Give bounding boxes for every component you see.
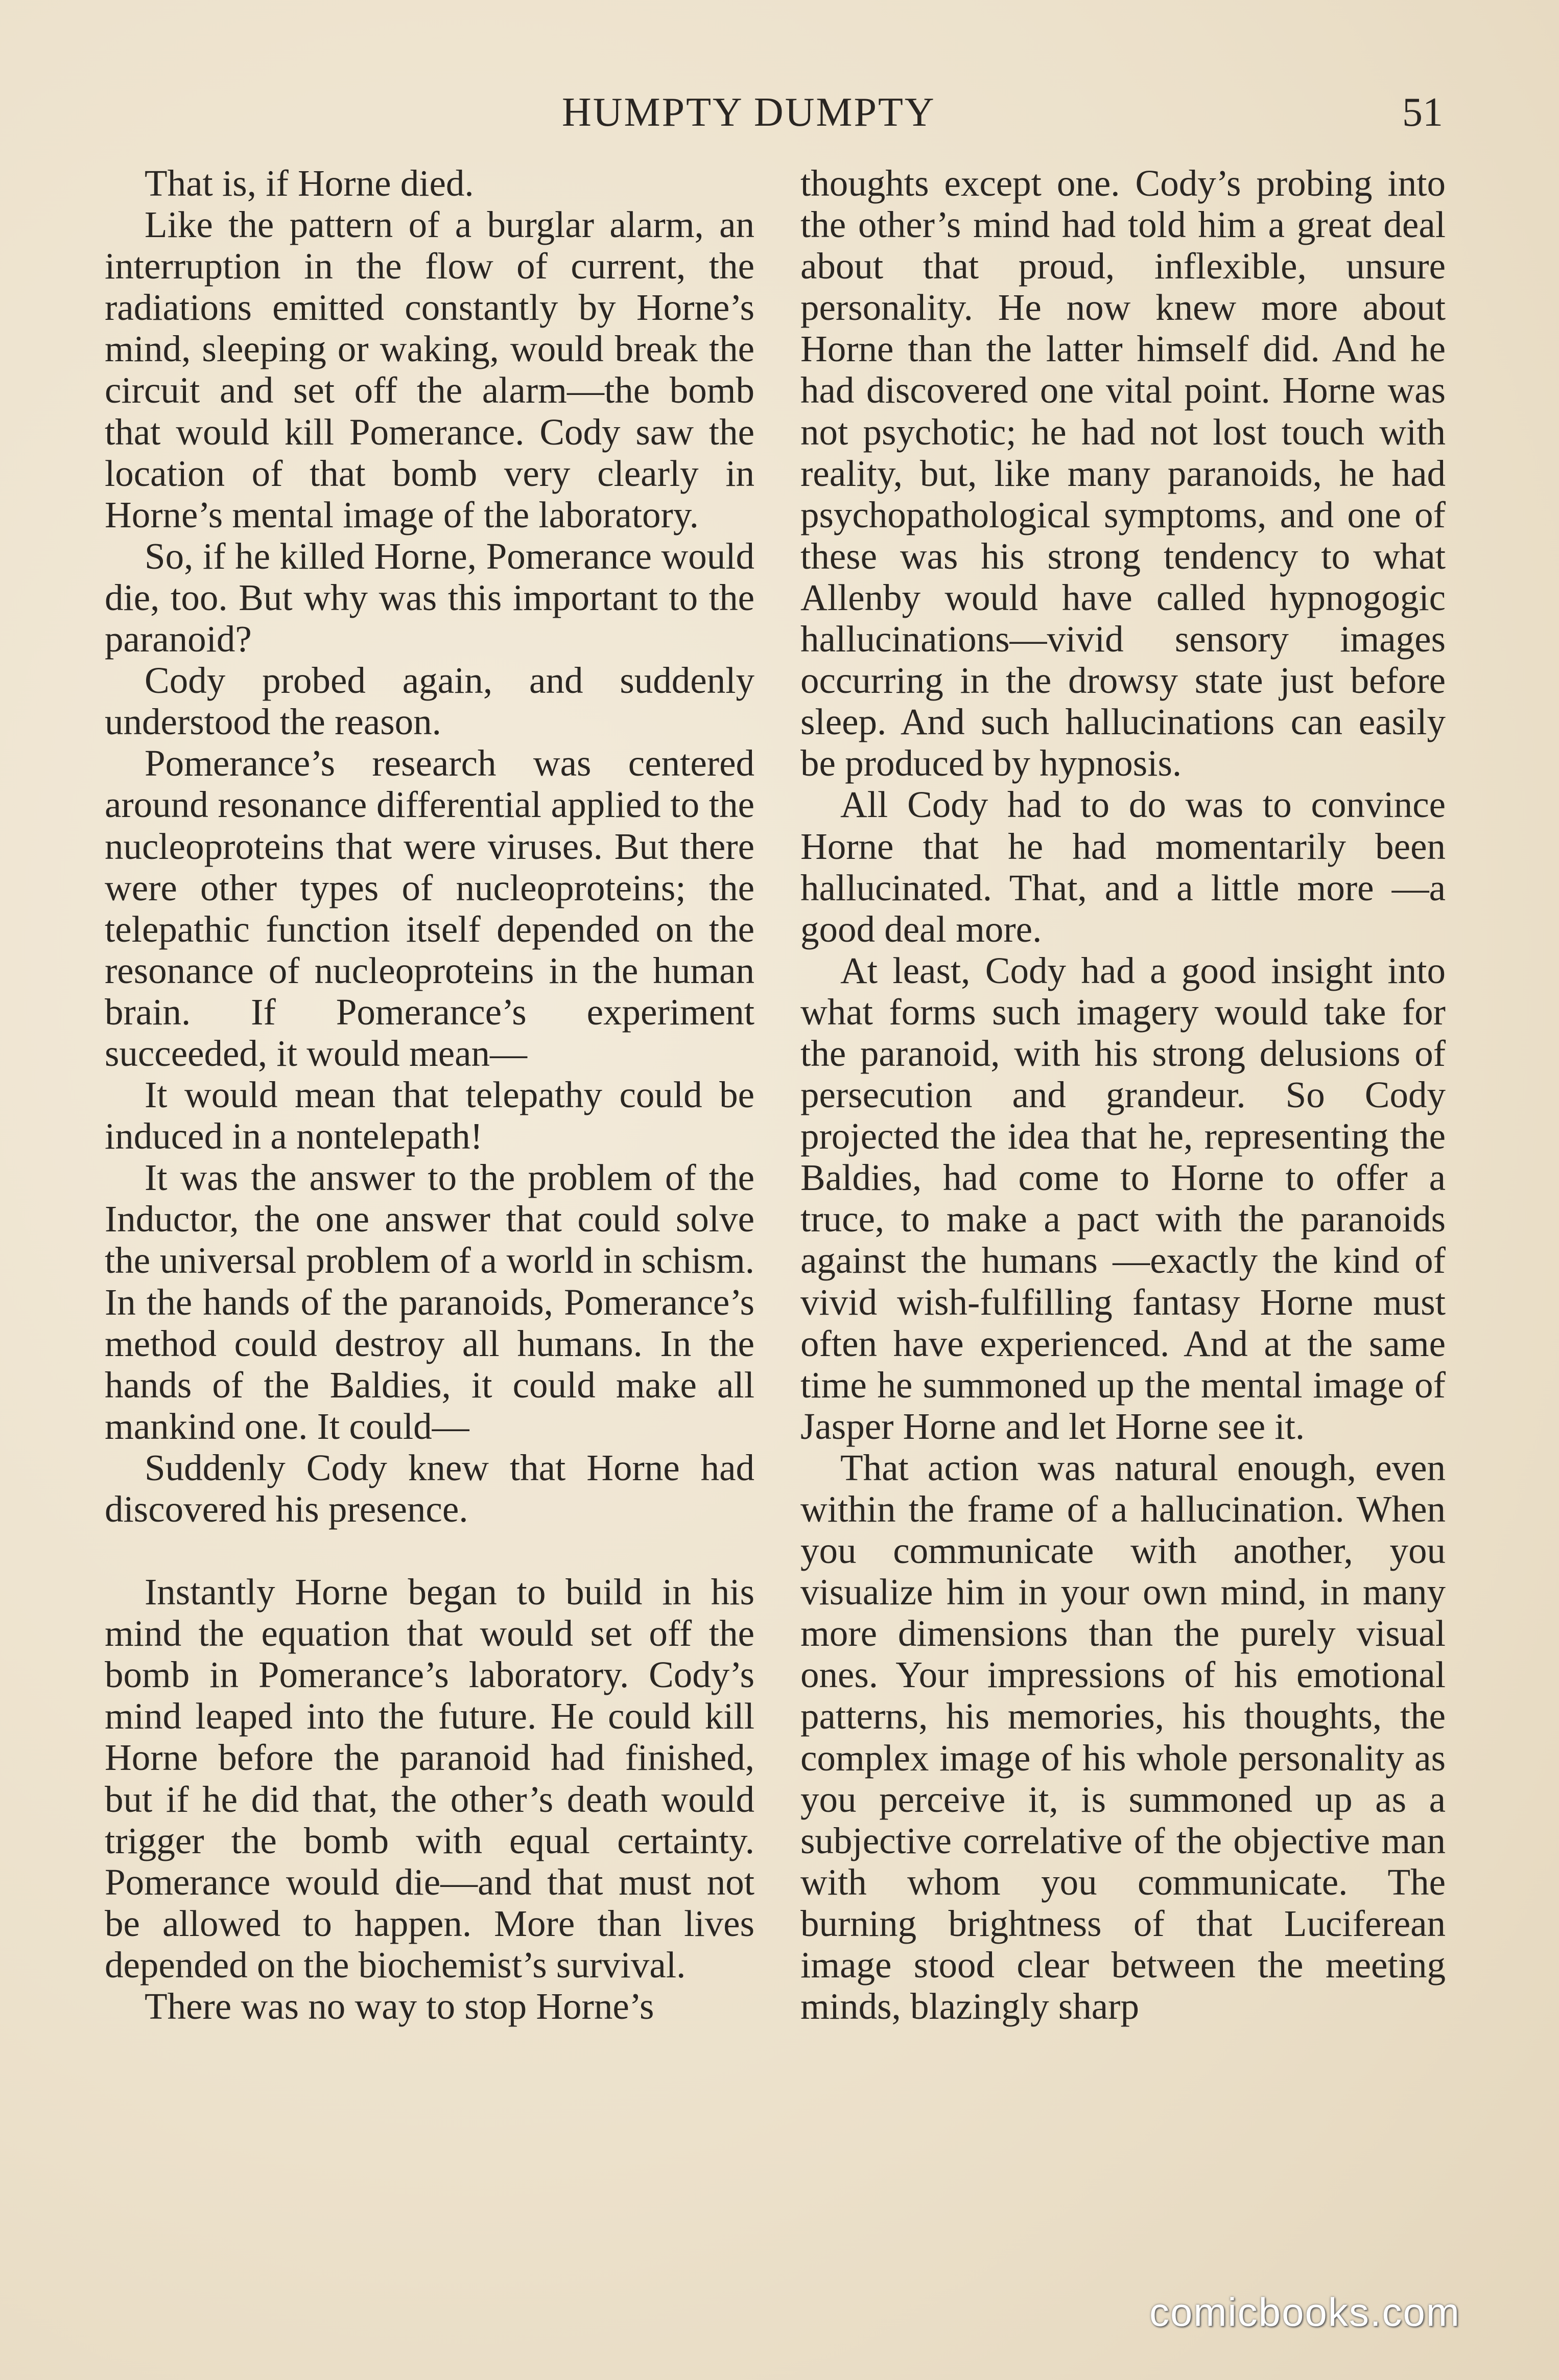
paragraph: It would mean that telepathy could be induced in a nontelepath! bbox=[105, 1074, 754, 1157]
paragraph: At least, Cody had a good insight into what forms such imagery would take for the paranoid, with his strong delusions of persecution and grandeur. So Cody projected the idea that he, representing the Baldies, had come to Horne to offer a truce, to make a pact with the paranoids against the humans —exactly the kind of vivid wish-fulfilling fantasy Horne must often have experienced. And at the same time he summoned up the mental image of Jasper Horne and let Horne see it. bbox=[800, 949, 1446, 1447]
page-header bbox=[0, 89, 1559, 146]
paragraph: It was the answer to the problem of the Inductor, the one answer that could solve the universal problem of a world in schism. In the hands of the paranoids, Pomerance’s method could destroy all humans. In the hands of the Baldies, it could make all mankind one. It could— bbox=[105, 1157, 754, 1447]
page-number: 51 bbox=[1402, 90, 1443, 135]
right-column bbox=[800, 162, 1446, 2027]
paragraph: That action was natural enough, even within the frame of a hallucination. When you communicate with another, you visualize him in your own mind, in many more dimensions than the purely visual ones. Your impressions of his emotional patterns, his memories, his thoughts, the complex image of his whole personality as you perceive it, is summoned up as a subjective correlative of the objective man with whom you communicate. The burning brightness of that Luciferean image stood clear between the meeting minds, blazingly sharp bbox=[800, 1446, 1446, 2027]
paragraph: That is, if Horne died. bbox=[145, 162, 474, 204]
paragraph: There was no way to stop Horne’s bbox=[145, 1986, 654, 2027]
watermark: comicbooks.com bbox=[1149, 2290, 1460, 2335]
left-column bbox=[105, 162, 754, 2027]
running-title: HUMPTY DUMPTY bbox=[562, 90, 936, 135]
paragraph: Like the pattern of a burglar alarm, an interruption in the flow of current, the radiations emitted constantly by Horne’s mind, sleeping or waking, would break the circuit and set off the alarm—the bomb that would kill Pomerance. Cody saw the location of that bomb very clearly in Horne’s mental image of the laboratory. bbox=[105, 204, 754, 535]
paragraph: So, if he killed Horne, Pomerance would die, too. But why was this important to the paranoid? bbox=[105, 535, 754, 660]
paragraph: Pomerance’s research was centered around resonance differential applied to the nucleoproteins that were viruses. But there were other types of nucleoproteins; the telepathic function itself depended on the resonance of nucleoproteins in the human brain. If Pomerance’s experiment succeeded, it would mean— bbox=[105, 742, 754, 1074]
paragraph: All Cody had to do was to convince Horne that he had momentarily been hallucinated. That, and a little more —a good deal more. bbox=[800, 784, 1446, 950]
paragraph: Instantly Horne began to build in his mind the equation that would set off the bomb in Pomerance’s laboratory. Cody’s mind leaped into the future. He could kill Horne before the paranoid had finished, but if he did that, the other’s death would trigger the bomb with equal certainty. Pomerance would die—and that must not be allowed to happen. More than lives depended on the biochemist’s survival. bbox=[105, 1571, 754, 1986]
paragraph: Suddenly Cody knew that Horne had discovered his presence. bbox=[105, 1446, 754, 1530]
paragraph: Cody probed again, and suddenly understood the reason. bbox=[105, 660, 754, 743]
paragraph: thoughts except one. Cody’s probing into the other’s mind had told him a great deal about that proud, inflexible, unsure personality. He now knew more about Horne than the latter himself did. And he had discovered one vital point. Horne was not psychotic; he had not lost touch with reality, but, like many paranoids, he had psychopathological symptoms, and one of these was his strong tendency to what Allenby would have called hypnogogic hallucinations—vivid sensory images occurring in the drowsy state just before sleep. And such hallucinations can easily be produced by hypnosis. bbox=[800, 162, 1446, 784]
